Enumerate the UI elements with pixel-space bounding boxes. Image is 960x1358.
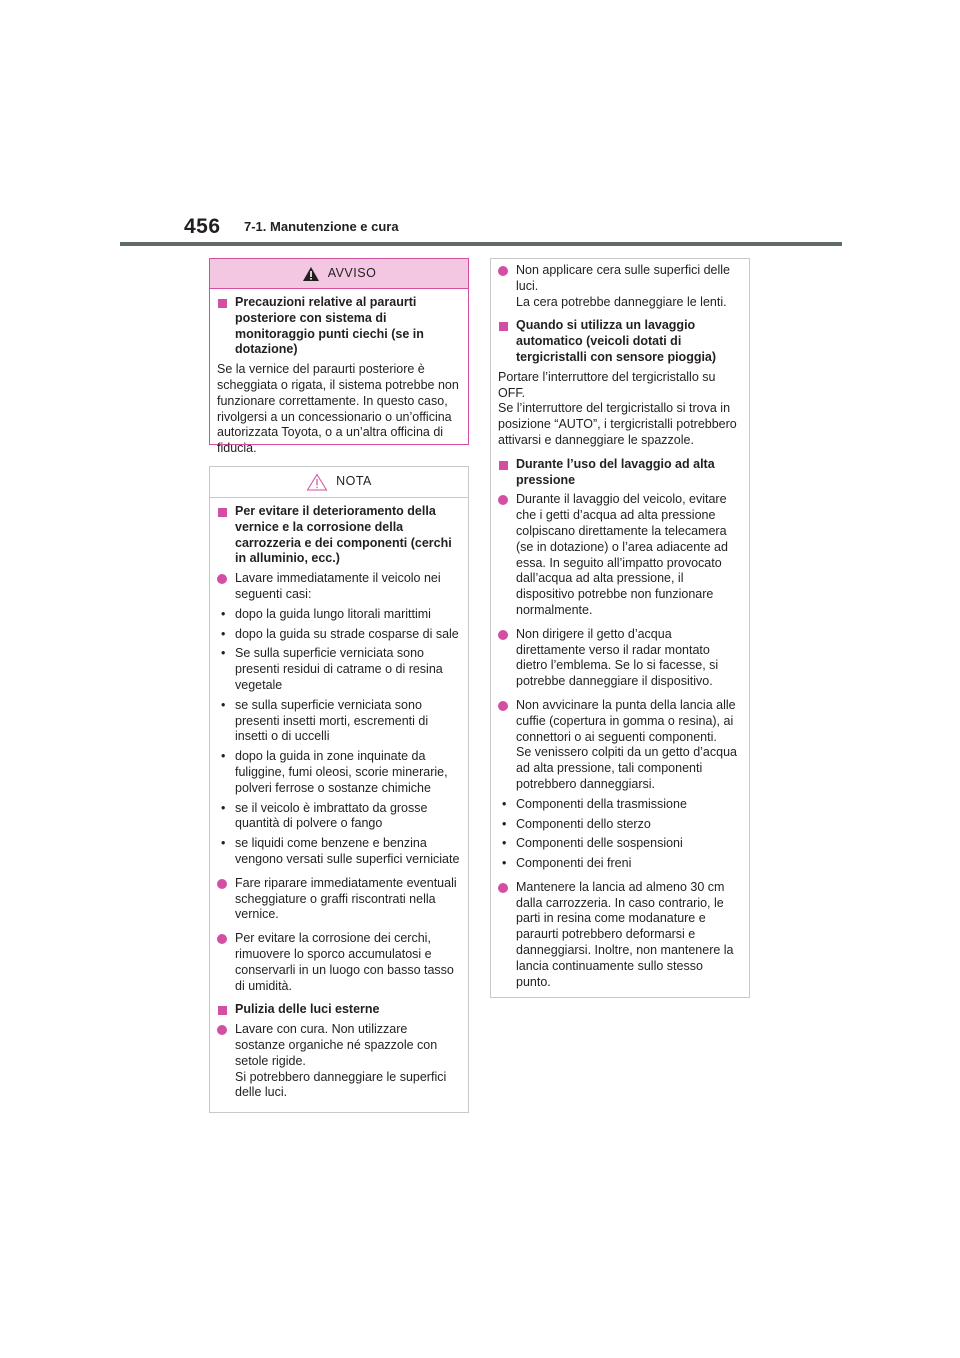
right-para-wiper: Portare l’interruttore del tergicristallo su OFF. Se l’interruttore del tergicristallo si trova in posizione “AUTO”, i tergicristalli potrebbero attivarsi e danneggiare le spazzole. [498, 369, 737, 447]
section-title: 7-1. Manutenzione e cura [244, 219, 399, 234]
warning-header [210, 259, 468, 289]
note-label: NOTA [336, 474, 372, 489]
warning-heading: Precauzioni relative al paraurti posteriore con sistema di monitoraggio punti ciechi (se in dotazione) [217, 295, 460, 358]
list-item: • Componenti dei freni [498, 856, 741, 872]
caution-icon [306, 473, 328, 491]
list-item: • Se sulla superficie verniciata sono presenti residui di catrame o di resina vegetale [217, 646, 460, 693]
note-header [210, 467, 468, 498]
list-item: • Componenti delle sospensioni [498, 836, 741, 852]
note-bullet-wash: Lavare immediatamente il veicolo nei seguenti casi: [217, 571, 460, 603]
right-note-box [490, 258, 750, 998]
note-heading-lights: Pulizia delle luci esterne [217, 1002, 460, 1018]
warning-label: AVVISO [327, 265, 377, 280]
right-bullet-radar: Non dirigere il getto d’acqua direttamente verso il radar montato dietro l’emblema. Se lo si facesse, si potrebbe danneggiare il dispositivo. [498, 627, 741, 690]
note-heading-paint: Per evitare il deterioramento della vernice e la corrosione della carrozzeria e dei componenti (cerchi in alluminio, ecc.) [217, 504, 460, 567]
list-item: • dopo la guida in zone inquinate da fuliggine, fumi oleosi, scorie minerarie, polveri ferrose o sostanze chimiche [217, 749, 460, 796]
list-item: • Componenti dello sterzo [498, 817, 741, 833]
list-item: • Componenti della trasmissione [498, 797, 741, 813]
list-item: • dopo la guida su strade cosparse di sale [217, 627, 460, 643]
warning-text: Se la vernice del paraurti posteriore è scheggiata o rigata, il sistema potrebbe non funzionare correttamente. In questo caso, rivolgersi a un concessionario o un’officina autorizzata Toyota, o a un’altra officina di fiducia. [217, 362, 459, 456]
list-item: • se sulla superficie verniciata sono presenti insetti morti, escrementi di insetti o di uccelli [217, 698, 460, 745]
page-number: 456 [184, 215, 221, 238]
note-bullet-wheels: Per evitare la corrosione dei cerchi, rimuovere lo sporco accumulatosi e conservarli in un luogo con basso tasso di umidità. [217, 931, 460, 994]
list-item: • se liquidi come benzene e benzina vengono versati sulle superfici verniciate [217, 836, 460, 868]
list-item: • se il veicolo è imbrattato da grosse quantità di polvere o fango [217, 801, 460, 833]
note-box [209, 466, 469, 1113]
warning-box [209, 258, 469, 456]
right-heading-pressure: Durante l’uso del lavaggio ad alta pressione [498, 457, 741, 489]
right-bullet-distance: Mantenere la lancia ad almeno 30 cm dalla carrozzeria. In caso contrario, le parti in resina come modanature e paraurti potrebbero deformarsi e danneggiarsi. Inoltre, non mantenere la lancia continuamente sullo stesso punto. [498, 880, 741, 991]
header-rule [120, 242, 842, 246]
right-bullet-camera: Durante il lavaggio del veicolo, evitare che i getti d’acqua ad alta pressione colpiscano direttamente la telecamera (se in dotazione) o l’area adiacente ad essa. In seguito all’impatto provocato dall’acqua ad alta pressione, il dispositivo potrebbe non funzionare normalmente. [498, 492, 741, 618]
right-bullet-wax: Non applicare cera sulle superfici delle luci. La cera potrebbe danneggiare le lenti. [498, 263, 741, 310]
right-heading-carwash: Quando si utilizza un lavaggio automatico (veicoli dotati di tergicristalli con sensore pioggia) [498, 318, 741, 365]
warning-icon [302, 266, 320, 282]
note-bullet-repair: Fare riparare immediatamente eventuali scheggiature o graffi riscontrati nella vernice. [217, 876, 460, 923]
list-item: • dopo la guida lungo litorali marittimi [217, 607, 460, 623]
right-bullet-lance: Non avvicinare la punta della lancia alle cuffie (copertura in gomma o resina), ai connettori o ai seguenti componenti. Se venissero colpiti da un getto d’acqua ad alta pressione, tali componenti potrebbero danneggiarsi. [498, 698, 741, 793]
note-bullet-lights: Lavare con cura. Non utilizzare sostanze organiche né spazzole con setole rigide. Si potrebbero danneggiare le superfici delle luci. [217, 1022, 460, 1101]
